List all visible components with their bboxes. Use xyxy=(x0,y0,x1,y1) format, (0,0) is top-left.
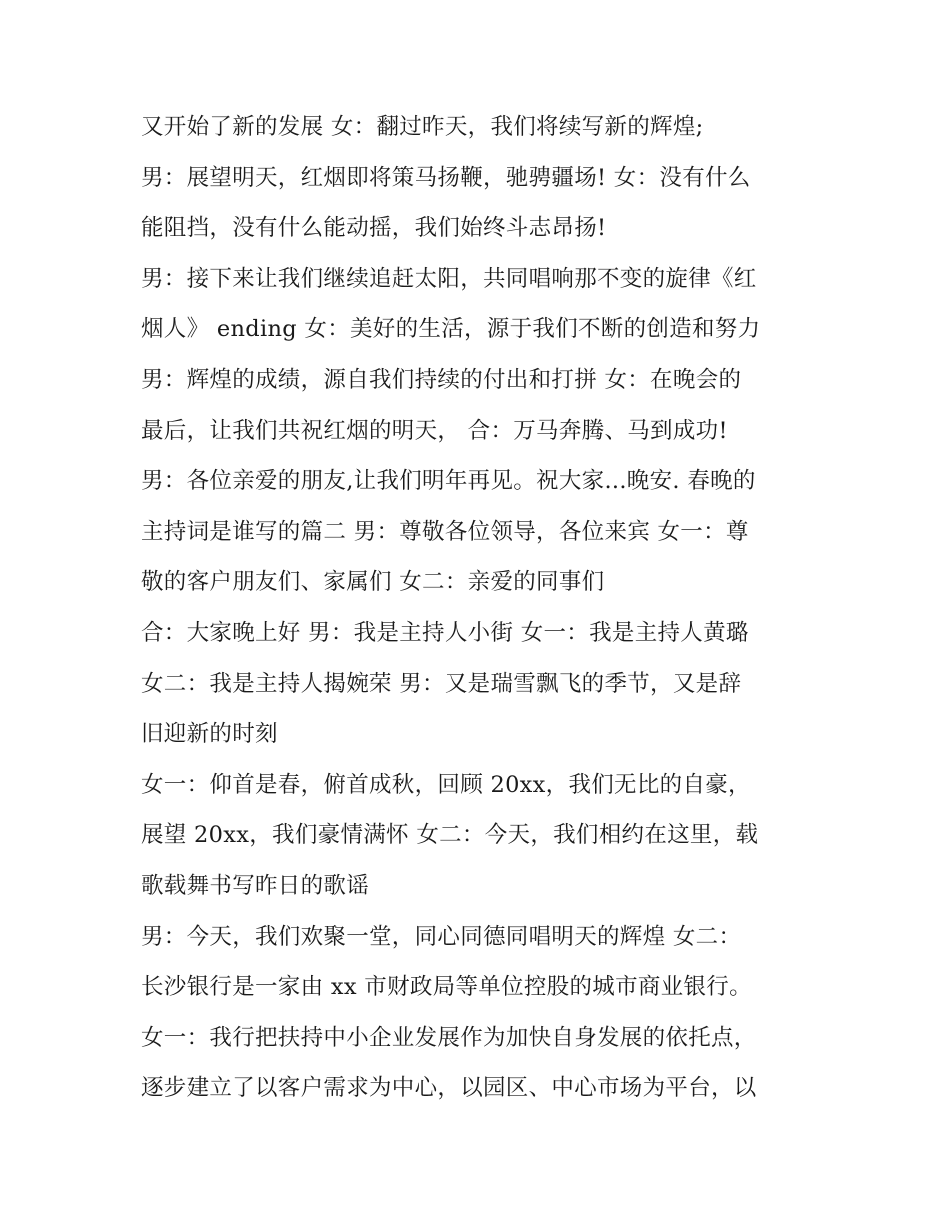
text-line: 女一：仰首是春，俯首成秋，回顾 20xx，我们无比的自豪， xyxy=(141,771,751,798)
text-line: 能阻挡，没有什么能动摇，我们始终斗志昂扬! xyxy=(141,215,607,242)
text-line: 最后，让我们共祝红烟的明天， 合：万马奔腾、马到成功! xyxy=(141,417,728,444)
text-line: 旧迎新的时刻 xyxy=(141,721,278,748)
document-body xyxy=(141,102,841,1114)
text-line: 女二：我是主持人揭婉荣 男：又是瑞雪飘飞的季节，又是辞 xyxy=(141,670,742,697)
text-line: 男：辉煌的成绩，源自我们持续的付出和打拼 女：在晚会的 xyxy=(141,366,742,393)
text-line: 男：接下来让我们继续追赶太阳，共同唱响那不变的旋律《红 xyxy=(141,265,757,292)
text-line: 长沙银行是一家由 xx 市财政局等单位控股的城市商业银行。 xyxy=(141,974,752,1001)
text-line: 男：今天，我们欢聚一堂，同心同德同唱明天的辉煌 女二： xyxy=(141,923,742,950)
text-line: 逐步建立了以客户需求为中心，以园区、中心市场为平台，以 xyxy=(141,1075,757,1102)
text-line: 主持词是谁写的篇二 男：尊敬各位领导，各位来宾 女一：尊 xyxy=(141,518,749,545)
text-line: 男：各位亲爱的朋友,让我们明年再见。祝大家...晚安. 春晚的 xyxy=(141,468,756,495)
text-line: 又开始了新的发展 女：翻过昨天，我们将续写新的辉煌; xyxy=(141,114,704,140)
text-line: 烟人》 ending 女：美好的生活，源于我们不断的创造和努力 xyxy=(141,316,761,343)
text-line: 敬的客户朋友们、家属们 女二：亲爱的同事们 xyxy=(141,569,605,596)
text-line: 歌载舞书写昨日的歌谣 xyxy=(141,872,370,899)
text-line: 女一：我行把扶持中小企业发展作为加快自身发展的依托点， xyxy=(141,1024,757,1051)
text-line: 展望 20xx，我们豪情满怀 女二：今天，我们相约在这里，载 xyxy=(141,822,759,849)
text-line: 合：大家晚上好 男：我是主持人小街 女一：我是主持人黄璐 xyxy=(141,619,749,646)
text-line: 男：展望明天，红烟即将策马扬鞭，驰骋疆场! 女：没有什么 xyxy=(141,164,751,191)
